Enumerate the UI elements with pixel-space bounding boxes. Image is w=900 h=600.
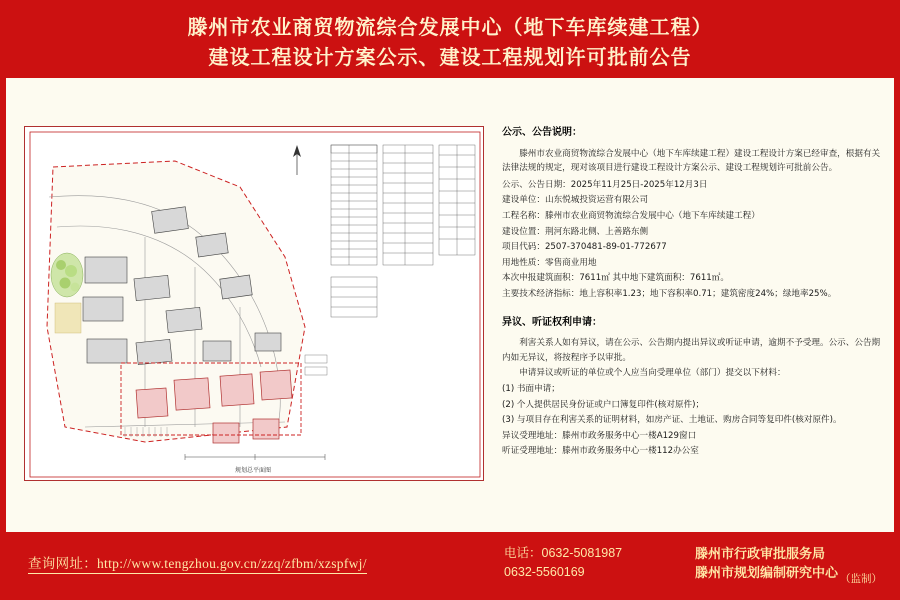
notice-row-7: 主要技术经济指标：地上容积率1.23；地下容积率0.71；建筑密度24%；绿地率25%。 [502, 288, 837, 299]
page-footer [6, 532, 894, 594]
objection-item-2: (3) 与项目存在利害关系的证明材料，如房产证、土地证、购房合同等复印件(核对原件)。 [502, 415, 842, 426]
notice-row-4: 项目代码：2507-370481-89-01-772677 [502, 242, 667, 253]
objection-para-1: 利害关系人如有异议，请在公示、公告期内提出异议或听证申请，逾期不予受理。公示、公告期内如无异议，将按程序予以审批。 [502, 338, 881, 363]
svg-text:规划总平面图: 规划总平面图 [234, 467, 272, 474]
notice-row-0: 公示、公告日期：2025年11月25日-2025年12月3日 [502, 179, 708, 190]
issuing-organizations [695, 544, 838, 582]
page-header [6, 6, 894, 78]
notice-section1-title: 公示、公告说明： [502, 127, 582, 138]
site-plan-svg [25, 127, 483, 480]
objection-item-0: (1) 书面申请； [502, 383, 560, 394]
title-line-1: 滕州市农业商贸物流综合发展中心（地下车库续建工程） [187, 15, 713, 39]
phone-line-1: 电话：0632-5081987 [504, 546, 623, 560]
notice-row-2: 工程名称：滕州市农业商贸物流综合发展中心（地下车库续建工程） [502, 210, 760, 221]
notice-section2-title: 异议、听证权利申请： [502, 316, 602, 328]
objection-para-2: 申请异议或听证的单位或个人应当向受理单位（部门）提交以下材料： [519, 368, 786, 379]
supervision-seal: （监制） [840, 573, 882, 585]
notice-row-6: 本次申报建筑面积：7611㎡ 其中地下建筑面积：7611㎡。 [502, 273, 729, 284]
query-website-link[interactable]: 查询网址：http://www.tengzhou.gov.cn/zzq/zfbm/xzspfwj/ [28, 552, 367, 574]
contact-phone [504, 544, 622, 582]
objection-address: 异议受理地址：滕州市政务服务中心一楼A129窗口 [502, 430, 697, 441]
objection-item-1: (2) 个人提供居民身份证或户口簿复印件(核对原件)； [502, 399, 705, 410]
org-line-1: 滕州市行政审批服务局 [694, 546, 825, 561]
notice-row-1: 建设单位：山东悦城投资运营有限公司 [502, 195, 649, 206]
site-plan-canvas [25, 127, 483, 480]
notice-text-column [502, 126, 888, 460]
title-line-2: 建设工程设计方案公示、建设工程规划许可批前公告 [208, 45, 692, 69]
notice-row-5: 用地性质：零售商业用地 [502, 257, 597, 268]
notice-row-3: 建设位置：荆河东路北侧、上善路东侧 [502, 226, 649, 237]
page-body [6, 78, 894, 532]
site-plan-drawing [24, 126, 484, 481]
org-line-2: 滕州市规划编制研究中心 [694, 565, 838, 580]
notice-intro: 滕州市农业商贸物流综合发展中心（地下车库续建工程）建设工程设计方案已经审查，根据有关法律法规的规定，现对该项目进行建设工程设计方案公示、建设工程规划许可批前公告。 [502, 148, 881, 174]
hearing-address: 听证受理地址：滕州市政务服务中心一楼112办公室 [502, 446, 699, 457]
phone-line-2: 0632-5560169 [504, 565, 585, 579]
